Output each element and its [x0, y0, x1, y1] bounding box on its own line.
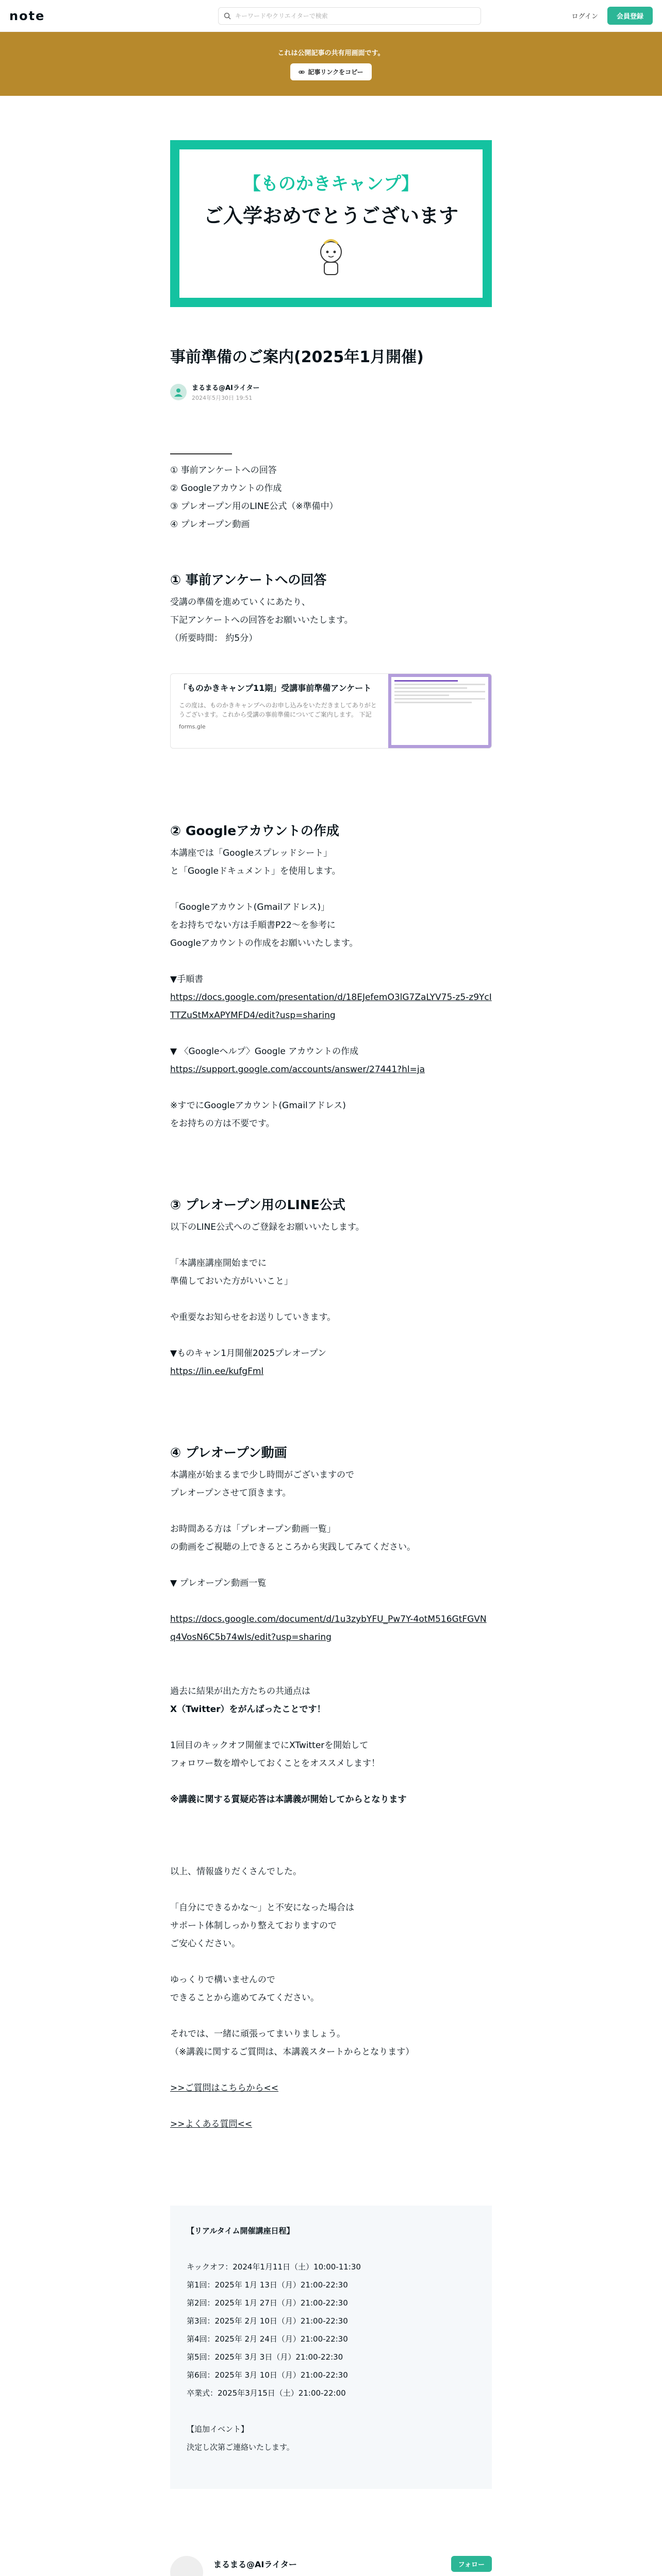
paragraph-line: サポート体制しっかり整えておりますので [170, 1921, 337, 1931]
note-logo[interactable]: note [9, 8, 45, 23]
schedule-item: 卒業式：2025年3月15日（土）21:00-22:00 [187, 2388, 346, 2398]
faq-link[interactable]: >>よくある質問<< [170, 2119, 252, 2129]
author-row [170, 382, 492, 402]
author-profile [170, 2556, 492, 2576]
paragraph-line: 「本講座講座開始までに [170, 1258, 267, 1268]
help-label: ▼ 〈Googleヘルプ〉Google アカウントの作成 [170, 1046, 359, 1057]
schedule-box [170, 2206, 492, 2489]
hero-subtitle: 【ものかきキャンプ】 [243, 174, 419, 194]
video-list-link[interactable]: https://docs.google.com/document/d/1u3zybYFU_Pw7Y-4otM516GtFGVNq4VosN6C5b74wIs/edit?usp=sharing [170, 1614, 487, 1642]
paragraph-line: 下記アンケートへの回答をお願いいたします。 [170, 615, 353, 625]
toc-item: ① 事前アンケートへの回答 [170, 465, 277, 476]
paragraph-line: フォロワー数を増やしておくことをオススメします！ [170, 1758, 380, 1769]
paragraph-line: 本講座では「Googleスプレッドシート」 [170, 848, 333, 858]
schedule-item: 第2回：2025年 1月 27日（月）21:00-22:30 [187, 2298, 348, 2308]
search-input[interactable] [218, 7, 481, 25]
paragraph-line: 準備しておいた方がいいこと」 [170, 1276, 293, 1286]
extra-event-text: 決定し次第ご連絡いたします。 [187, 2443, 294, 2452]
paragraph-line: 以上、情報盛りだくさんでした。 [170, 1867, 302, 1877]
toc-item: ③ プレオープン用のLINE公式（※準備中） [170, 501, 338, 512]
line-link-label: ▼ものキャン1月開催2025プレオープン [170, 1348, 326, 1359]
manual-label: ▼手順書 [170, 974, 204, 985]
schedule-item: キックオフ：2024年1月11日（土）10:00-11:30 [187, 2262, 361, 2272]
author-avatar[interactable] [170, 384, 187, 400]
article-main [170, 140, 492, 2576]
notice-line: ※講義に関する質疑応答は本講義が開始してからとなります [170, 1794, 407, 1805]
author-name[interactable]: まるまる@AIライター [192, 384, 260, 392]
schedule-item: 第4回：2025年 2月 24日（月）21:00-22:30 [187, 2334, 348, 2344]
schedule-item: 第3回：2025年 2月 10日（月）21:00-22:30 [187, 2316, 348, 2326]
section-heading-survey: ① 事前アンケートへの回答 [170, 572, 327, 587]
line-official-link[interactable]: https://lin.ee/kufgFml [170, 1366, 264, 1377]
table-of-contents [170, 462, 492, 534]
toc-item: ④ プレオープン動画 [170, 519, 250, 530]
paragraph-line: の動画をご視聴の上できるところから実践してみてください。 [170, 1542, 416, 1552]
share-banner-text: これは公開記事の共有用画面です。 [277, 49, 385, 57]
follow-button[interactable]: フォロー [451, 2556, 492, 2572]
login-link[interactable]: ログイン [571, 13, 598, 21]
paragraph-line: 以下のLINE公式へのご登録をお願いいたします。 [170, 1222, 365, 1232]
schedule-item: 第1回：2025年 1月 13日（月）21:00-22:30 [187, 2280, 348, 2290]
paragraph-line: と「Googleドキュメント」を使用します。 [170, 866, 341, 876]
search-icon [224, 12, 231, 20]
paragraph-line: ご安心ください。 [170, 1939, 240, 1949]
schedule-item: 第5回：2025年 3月 3日（月）21:00-22:30 [187, 2352, 343, 2362]
section-heading-google: ② Googleアカウントの作成 [170, 823, 339, 838]
paragraph-line: 「自分にできるかな～」と不安になった場合は [170, 1903, 354, 1913]
paragraph-line: ※すでにGoogleアカウント(Gmailアドレス) [170, 1100, 346, 1111]
paragraph-line: 受講の準備を進めていくにあたり、 [170, 597, 310, 607]
mascot-illustration [313, 236, 349, 278]
hero-image [170, 140, 492, 307]
article-title: 事前準備のご案内(2025年1月開催) [170, 348, 424, 366]
schedule-item: 第6回：2025年 3月 10日（月）21:00-22:30 [187, 2370, 348, 2380]
section-heading-line: ③ プレオープン用のLINE公式 [170, 1197, 345, 1212]
embed-thumbnail [388, 674, 491, 748]
link-icon [299, 69, 305, 75]
paragraph-line: 1回目のキックオフ開催までにXTwitterを開始して [170, 1740, 369, 1751]
paragraph-line: 過去に結果が出た方たちの共通点は [170, 1686, 310, 1697]
paragraph-line: お時間ある方は「プレオープン動画一覧」 [170, 1524, 336, 1534]
question-link[interactable]: >>ご質問はこちらから<< [170, 2083, 278, 2093]
toc-item: ② Googleアカウントの作成 [170, 483, 282, 494]
extra-event-title: 【追加イベント】 [187, 2425, 249, 2434]
share-banner [0, 32, 662, 96]
paragraph-line: それでは、一緒に頑張ってまいりましょう。 [170, 2029, 345, 2039]
paragraph-line: 本講座が始まるまで少し時間がございますので [170, 1470, 354, 1480]
manual-link[interactable]: https://docs.google.com/presentation/d/18EJefemO3lG7ZaLYV75-z5-z9YcITTZuStMxAPYMFD4/edit?usp=sharing [170, 992, 492, 1021]
divider [170, 453, 232, 454]
help-link[interactable]: https://support.google.com/accounts/answer/27441?hl=ja [170, 1064, 425, 1075]
hero-title: ご入学おめでとうございます [203, 205, 458, 227]
register-button[interactable]: 会員登録 [607, 7, 653, 25]
video-list-label: ▼ プレオープン動画一覧 [170, 1578, 267, 1588]
paragraph-line-bold: X（Twitter）をがんばったことです！ [170, 1704, 326, 1715]
embed-description: この度は、ものかきキャンプへのお申し込みをいただきましてありがとうございます。これから受講の事前準備についてご案内します。 下記 [179, 702, 377, 718]
paragraph-line: をお持ちの方は不要です。 [170, 1118, 275, 1129]
embed-domain: forms.gle [179, 723, 206, 730]
paragraph-line: Googleアカウントの作成をお願いいたします。 [170, 938, 358, 948]
profile-name[interactable]: まるまる@AIライター [213, 2560, 297, 2569]
publish-date: 2024年5月30日 19:51 [192, 395, 253, 401]
copy-link-label: 記事リンクをコピー [308, 69, 363, 76]
section-heading-video: ④ プレオープン動画 [170, 1445, 287, 1460]
paragraph-line: （※講義に関するご質問は、本講義スタートからとなります） [170, 2047, 415, 2057]
schedule-title: 【リアルタイム開催講座日程】 [187, 2226, 294, 2235]
copy-link-button[interactable] [290, 63, 371, 80]
paragraph-line: ゆっくりで構いませんので [170, 1975, 275, 1985]
paragraph-line: プレオープンさせて頂きます。 [170, 1488, 291, 1498]
top-header [0, 0, 662, 32]
embed-title: 「ものかきキャンプ11期」受講事前準備アンケート [179, 683, 372, 693]
profile-avatar[interactable] [170, 2556, 203, 2576]
paragraph-line: や重要なお知らせをお送りしていきます。 [170, 1312, 336, 1323]
paragraph-line: できることから進めてみてください。 [170, 1993, 319, 2003]
user-icon [174, 387, 183, 397]
paragraph-line: 「Googleアカウント(Gmailアドレス)」 [170, 902, 330, 912]
search-placeholder: キーワードやクリエイターで検索 [235, 12, 328, 20]
survey-embed-card[interactable] [170, 673, 492, 749]
paragraph-line: （所要時間： 約5分） [170, 633, 258, 643]
paragraph-line: をお持ちでない方は手順書P22〜を参考に [170, 920, 336, 930]
